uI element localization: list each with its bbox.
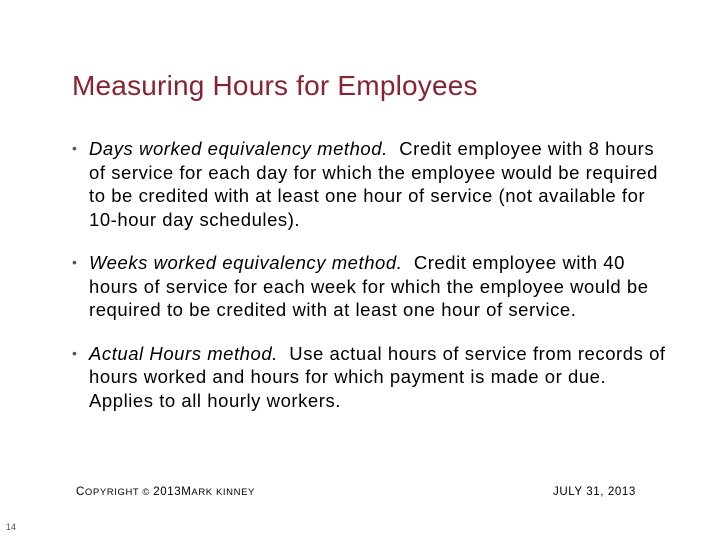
bullet-item (72, 251, 672, 322)
copyright-initial: C (76, 486, 85, 498)
bullet-body: Credit employee with 40 hours of service for each week for which the employee would be required to be credited with at least one hour of service. (89, 252, 649, 320)
date-initial: J (553, 486, 560, 498)
bullet-list (72, 137, 672, 432)
copyright-text: OPYRIGHT © (84, 487, 154, 498)
footer-copyright (76, 486, 255, 498)
bullet-lead: Weeks worked equivalency method. (89, 252, 403, 273)
author-text: ARK KINNEY (191, 487, 255, 498)
page-number: 14 (6, 522, 17, 532)
date-text: ULY 31, 2013 (559, 486, 636, 498)
bullet-icon: • (72, 254, 78, 270)
bullet-item (72, 342, 672, 413)
bullet-icon: • (72, 140, 78, 156)
bullet-lead: Days worked equivalency method. (89, 138, 388, 159)
footer-date (553, 486, 636, 498)
author-initial: M (181, 486, 192, 498)
bullet-lead: Actual Hours method. (89, 342, 278, 364)
bullet-body: Use actual hours of service from records of hours worked and hours for which payment is made or due. Applies to all hourly workers. (89, 342, 666, 411)
slide-title: Measuring Hours for Employees (72, 70, 478, 101)
bullet-icon: • (72, 344, 78, 361)
bullet-body: Credit employee with 8 hours of service for each day for which the employee would be required to be credited with at least one hour of service (not available for 10-hour day schedules). (89, 138, 658, 230)
bullet-item (72, 137, 672, 231)
copyright-year: 2013 (153, 486, 182, 498)
